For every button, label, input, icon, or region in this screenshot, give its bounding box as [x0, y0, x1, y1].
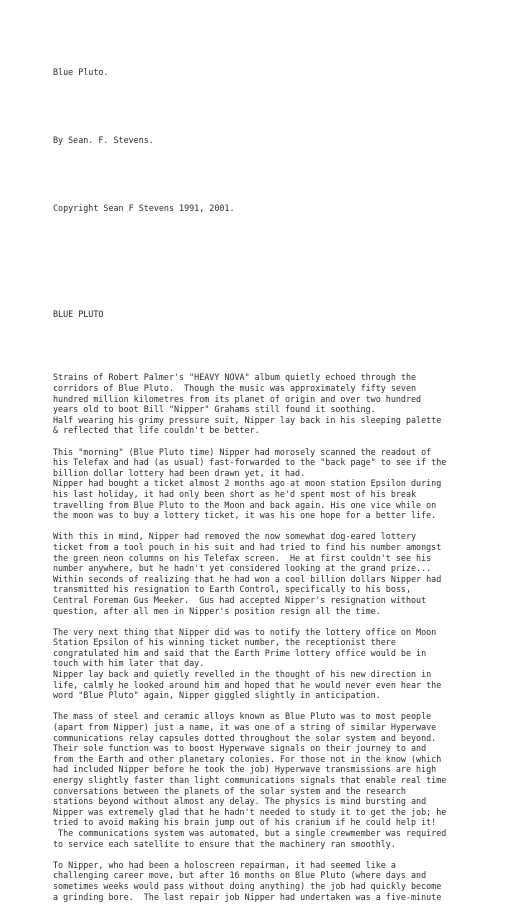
text-line: the green neon columns on his Telefax screen. He at first couldn't see his	[53, 552, 432, 563]
text-line: The very next thing that Nipper did was to notify the lottery office on Moon	[53, 626, 437, 637]
paragraph	[53, 860, 492, 902]
story-body	[53, 372, 492, 902]
paragraph	[53, 531, 492, 616]
story-heading: BLUE PLUTO	[53, 308, 104, 319]
text-line: Central Foreman Gus Meeker. Gus had accepted Nipper's resignation without	[53, 594, 427, 605]
text-line: Station Epsilon of his winning ticket number, the receptionist there	[53, 637, 396, 648]
paragraph	[53, 711, 492, 849]
text-line: Nipper was extremely glad that he hadn't needed to study it to get the job; he	[53, 806, 447, 817]
text-line: sometimes weeks would pass without doing anything) the job had quickly become	[53, 880, 442, 891]
text-line: hundred million kilometres from its planet of origin and over two hundred	[53, 393, 422, 404]
text-line: Nipper lay back and quietly revelled in the thought of his new direction in	[53, 669, 432, 680]
text-line: Strains of Robert Palmer's "HEAVY NOVA" album quietly echoed through the	[53, 372, 417, 383]
text-line: congratulated him and said that the Earth Prime lottery office would be in	[53, 647, 427, 658]
text-line: Their sole function was to boost Hyperwave signals on their journey to and	[53, 743, 427, 754]
text-line: had included Nipper before he took the job) Hyperwave transmissions are high	[53, 764, 437, 775]
author-line: By Sean. F. Stevens.	[53, 135, 154, 146]
text-line: Half wearing his grimy pressure suit, Nipper lay back in his sleeping palette	[53, 414, 442, 425]
text-line: With this in mind, Nipper had removed the now somewhat dog-eared lottery	[53, 531, 417, 542]
paragraph	[53, 447, 492, 521]
text-line: his Telefax and had (as usual) fast-forwarded to the "back page" to see if the	[53, 457, 447, 468]
text-line: a grinding bore. The last repair job Nipper had undertaken was a five-minute	[53, 891, 442, 902]
text-line: challenging career move, but after 16 months on Blue Pluto (where days and	[53, 870, 427, 881]
story-title: Blue Pluto.	[53, 67, 109, 78]
text-line: (apart from Nipper) just a name, it was one of a string of similar Hyperwave	[53, 722, 437, 733]
text-line: The communications system was automated, but a single crewmember was required	[53, 827, 447, 838]
text-line: & reflected that life couldn't be better.	[53, 425, 260, 436]
text-line: transmitted his resignation to Earth Control, specifically to his boss,	[53, 584, 411, 595]
paragraph	[53, 627, 492, 701]
text-line: word "Blue Pluto" again, Nipper giggled slightly in anticipation.	[53, 690, 381, 701]
text-line: travelling from Blue Pluto to the Moon and back again. His one vice while on	[53, 499, 437, 510]
paragraph	[53, 372, 492, 436]
text-line: question, after all men in Nipper's position resign all the time.	[53, 605, 381, 616]
text-line: conversations between the planets of the solar system and the research	[53, 785, 406, 796]
text-line: from the Earth and other planetary colonies. For those not in the know (which	[53, 753, 442, 764]
text-line: tried to avoid making his brain jump out of his cranium if he could help it!	[53, 817, 437, 828]
text-line: touch with him later that day.	[53, 658, 205, 669]
text-line: billion dollar lottery had been drawn yet, it had.	[53, 467, 306, 478]
text-line: Nipper had bought a ticket almost 2 months ago at moon station Epsilon during	[53, 478, 442, 489]
text-line: his last holiday, it had only been short as he'd spent most of his break	[53, 488, 417, 499]
text-line: To Nipper, who had been a holoscreen repairman, it had seemed like a	[53, 859, 396, 870]
text-line: ticket from a tool pouch in his suit and had tried to find his number amongst	[53, 541, 442, 552]
text-line: the moon was to buy a lottery ticket, it was his one hope for a better life.	[53, 510, 437, 521]
text-line: life, calmly he looked around him and hoped that he would never even hear the	[53, 679, 442, 690]
text-line: The mass of steel and ceramic alloys known as Blue Pluto was to most people	[53, 711, 432, 722]
text-line: communications relay capsules dotted throughout the solar system and beyond.	[53, 732, 437, 743]
text-line: corridors of Blue Pluto. Though the music was approximately fifty seven	[53, 383, 417, 394]
text-line: number anywhere, but he hadn't yet considered looking at the grand prize...	[53, 563, 432, 574]
text-line: years old to boot Bill "Nipper" Grahams still found it soothing.	[53, 404, 376, 415]
text-line: stations beyond without almost any delay. The physics is mind bursting and	[53, 796, 427, 807]
text-line: Within seconds of realizing that he had won a cool billion dollars Nipper had	[53, 573, 442, 584]
copyright-line: Copyright Sean F Stevens 1991, 2001.	[53, 203, 235, 214]
text-line: This "morning" (Blue Pluto time) Nipper had morosely scanned the readout of	[53, 446, 432, 457]
text-line: to service each satellite to ensure that the machinery ran smoothly.	[53, 838, 396, 849]
text-line: energy slightly faster than light communications signals that enable real time	[53, 775, 447, 785]
